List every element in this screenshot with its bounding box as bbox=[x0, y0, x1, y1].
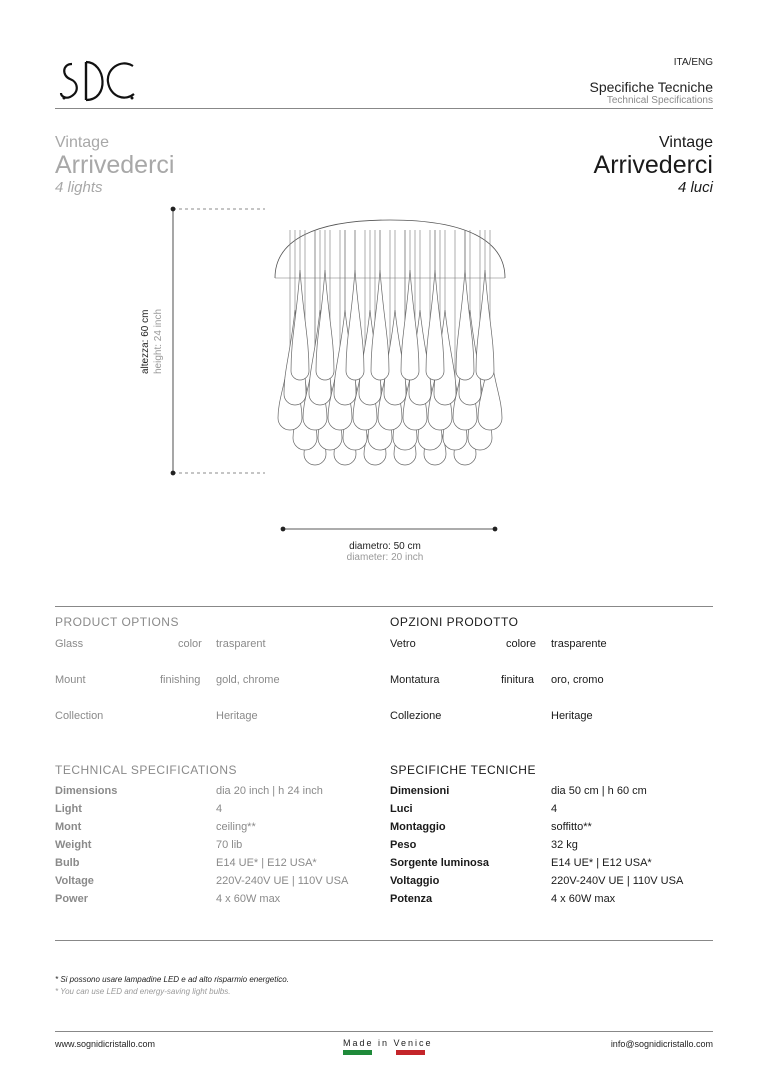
option-label: Mount bbox=[55, 674, 86, 686]
product-light-count: 4 luci bbox=[677, 179, 713, 196]
option-value: oro, cromo bbox=[551, 674, 604, 686]
option-label: Collection bbox=[55, 710, 104, 722]
product-series: Vintage bbox=[659, 134, 713, 151]
glass-drop bbox=[401, 270, 419, 380]
spec-value: 4 x 60W max bbox=[216, 893, 281, 905]
spec-value: dia 20 inch | h 24 inch bbox=[216, 785, 323, 797]
spec-value: 4 x 60W max bbox=[551, 893, 616, 905]
spec-value: 220V-240V UE | 110V USA bbox=[551, 875, 684, 887]
doc-subtitle: Technical Specifications bbox=[606, 95, 713, 106]
spec-label: Bulb bbox=[55, 857, 80, 869]
height-label-it: altezza: 60 cm bbox=[140, 309, 151, 374]
option-value: trasparent bbox=[216, 638, 266, 650]
spec-label: Power bbox=[55, 893, 89, 905]
spec-label: Mont bbox=[55, 821, 82, 833]
option-sublabel: finishing bbox=[160, 674, 201, 686]
height-label-en: height: 24 inch bbox=[153, 308, 164, 374]
footer-divider bbox=[55, 1031, 713, 1032]
spec-label: Peso bbox=[390, 839, 417, 851]
spec-label: Weight bbox=[55, 839, 92, 851]
section-divider bbox=[55, 606, 713, 607]
option-value: Heritage bbox=[551, 710, 593, 722]
header-divider bbox=[55, 108, 713, 109]
spec-value: E14 UE* | E12 USA* bbox=[551, 857, 652, 869]
chandelier-drawing bbox=[165, 200, 605, 540]
product-name: Arrivederci bbox=[55, 151, 175, 179]
option-sublabel: finitura bbox=[501, 674, 535, 686]
product-title-it bbox=[594, 134, 713, 197]
product-light-count: 4 lights bbox=[55, 179, 103, 196]
diameter-label-en: diameter: 20 inch bbox=[346, 552, 424, 563]
product-title-en bbox=[55, 134, 174, 197]
spec-label: Voltage bbox=[55, 875, 94, 887]
options-title-en: PRODUCT OPTIONS bbox=[55, 615, 179, 629]
option-label: Vetro bbox=[390, 638, 416, 650]
product-series: Vintage bbox=[55, 134, 109, 151]
spec-value: 32 kg bbox=[551, 839, 578, 851]
flag-red-stripe bbox=[396, 1050, 425, 1055]
spec-label: Light bbox=[55, 803, 82, 815]
language-indicator: ITA/ENG bbox=[673, 57, 713, 68]
spec-label: Luci bbox=[390, 803, 413, 815]
glass-drop bbox=[426, 270, 444, 380]
option-label: Montatura bbox=[390, 674, 440, 686]
spec-value: 4 bbox=[216, 803, 223, 815]
option-value: Heritage bbox=[216, 710, 258, 722]
brand-logo bbox=[58, 56, 138, 106]
email-link[interactable]: info@sognidicristallo.com bbox=[610, 1039, 713, 1049]
height-dimension-line bbox=[171, 207, 265, 475]
glass-drop bbox=[371, 270, 389, 380]
product-name: Arrivederci bbox=[593, 151, 713, 179]
spec-label: Dimensions bbox=[55, 785, 118, 797]
spec-value: 70 lib bbox=[216, 839, 243, 851]
options-title-it: OPZIONI PRODOTTO bbox=[390, 615, 519, 629]
option-label: Glass bbox=[55, 638, 84, 650]
specs-title-it: SPECIFICHE TECNICHE bbox=[390, 763, 536, 777]
spec-label: Potenza bbox=[390, 893, 433, 905]
spec-value: dia 50 cm | h 60 cm bbox=[551, 785, 647, 797]
flag-green-stripe bbox=[343, 1050, 372, 1055]
diameter-label-it: diametro: 50 cm bbox=[349, 541, 421, 552]
specs-title-en: TECHNICAL SPECIFICATIONS bbox=[55, 763, 238, 777]
spec-value: E14 UE* | E12 USA* bbox=[216, 857, 317, 869]
option-sublabel: colore bbox=[506, 638, 536, 650]
diameter-dimension-line bbox=[281, 527, 497, 531]
option-sublabel: color bbox=[178, 638, 202, 650]
spec-value: soffitto** bbox=[551, 821, 592, 833]
spec-label: Voltaggio bbox=[390, 875, 440, 887]
spec-value: 4 bbox=[551, 803, 558, 815]
spec-value: 220V-240V UE | 110V USA bbox=[216, 875, 349, 887]
option-value: gold, chrome bbox=[216, 674, 280, 686]
website-link[interactable]: www.sognidicristallo.com bbox=[55, 1039, 156, 1049]
section-divider bbox=[55, 940, 713, 941]
option-value: trasparente bbox=[551, 638, 607, 650]
footnote-en: * You can use LED and energy-saving light bulbs. bbox=[55, 987, 231, 996]
footnote-it: * Si possono usare lampadine LED e ad alto risparmio energetico. bbox=[55, 975, 289, 984]
diameter-label bbox=[330, 541, 440, 563]
spec-label: Montaggio bbox=[390, 821, 446, 833]
height-label bbox=[136, 300, 166, 380]
spec-label: Dimensioni bbox=[390, 785, 450, 797]
glass-drop bbox=[476, 270, 494, 380]
doc-title: Specifiche Tecniche bbox=[589, 79, 713, 95]
option-label: Collezione bbox=[390, 710, 442, 722]
glass-drop bbox=[346, 270, 364, 380]
spec-label: Sorgente luminosa bbox=[390, 857, 490, 869]
made-in-label: Made in Venice bbox=[343, 1038, 433, 1048]
spec-value: ceiling** bbox=[216, 821, 256, 833]
